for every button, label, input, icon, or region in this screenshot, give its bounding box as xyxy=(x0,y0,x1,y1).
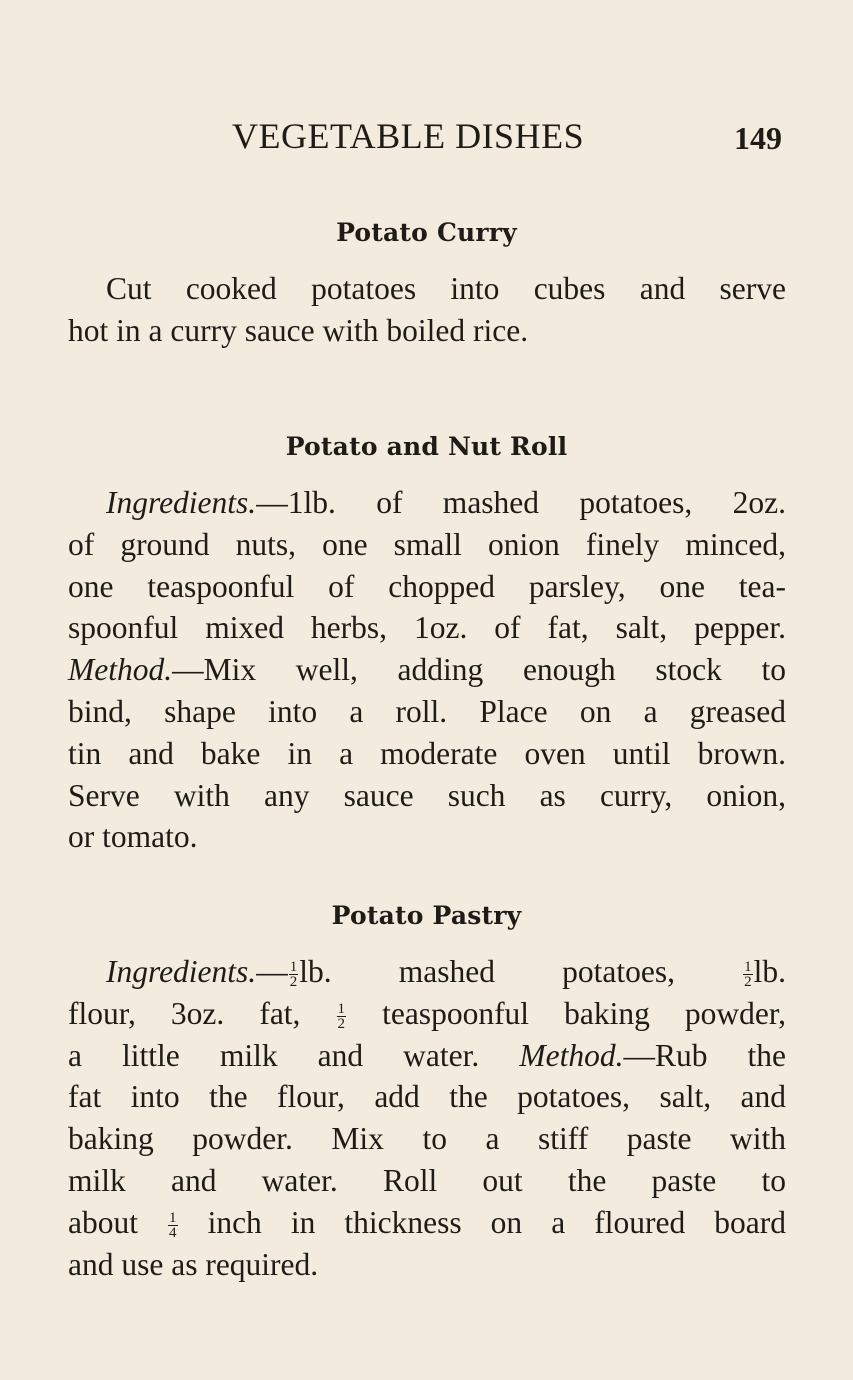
ingredients-label: Ingredients. xyxy=(106,954,257,989)
fraction-denominator: 2 xyxy=(289,974,298,991)
recipe-body-potato-pastry xyxy=(68,951,786,1285)
ingredients-label: Ingredients. xyxy=(106,485,257,520)
recipe-title-potato-and-nut-roll: Potato and Nut Roll xyxy=(285,432,568,461)
text-segment: flour, 3oz. fat, xyxy=(68,995,301,1031)
text-line xyxy=(68,649,786,691)
fraction-denominator: 2 xyxy=(337,1016,346,1033)
text-line: bind, shape into a roll. Place on a greased xyxy=(68,693,786,729)
text-line: or tomato. xyxy=(68,819,198,855)
text-segment: a little milk and water. xyxy=(68,1037,480,1073)
fraction-denominator: 4 xyxy=(169,1225,177,1242)
fraction-numerator: 1 xyxy=(169,1210,177,1227)
recipe-body-potato-curry xyxy=(68,268,786,352)
text-segment: inch in thickness on a floured board xyxy=(207,1204,786,1240)
text-line: tin and bake in a moderate oven until brown. xyxy=(68,735,786,771)
text-line: and use as required. xyxy=(68,1246,319,1282)
text-segment: lb. xyxy=(753,954,786,989)
text-line: Serve with any sauce such as curry, onion, xyxy=(68,777,786,813)
text-line: one teaspoonful of chopped parsley, one tea- xyxy=(68,568,786,604)
method-label: Method. xyxy=(519,1037,624,1073)
fraction-half xyxy=(289,960,299,989)
fraction-numerator: 1 xyxy=(337,1001,346,1018)
text-segment: teaspoonful baking powder, xyxy=(382,995,787,1031)
fraction-denominator: 2 xyxy=(744,974,752,991)
recipe-title-potato-pastry: Potato Pastry xyxy=(331,901,522,930)
recipe-title-potato-curry: Potato Curry xyxy=(336,218,517,247)
text-line xyxy=(68,482,786,524)
text-line: spoonful mixed herbs, 1oz. of fat, salt, pepper. xyxy=(68,610,786,646)
fraction-numerator: 1 xyxy=(744,959,752,976)
text-line: baking powder. Mix to a stiff paste with xyxy=(68,1121,786,1157)
text-line: Cut cooked potatoes into cubes and serve xyxy=(106,271,786,306)
text-line: hot in a curry sauce with boiled rice. xyxy=(68,312,529,348)
fraction-half xyxy=(337,1002,347,1031)
text-line xyxy=(68,951,786,993)
fraction-half xyxy=(743,960,753,989)
page-number: 149 xyxy=(734,120,782,156)
text-segment: — xyxy=(256,954,288,989)
text-line xyxy=(68,1202,786,1244)
fraction-quarter xyxy=(168,1211,178,1240)
text-segment: —Mix well, adding enough stock to xyxy=(172,652,786,688)
text-line: milk and water. Roll out the paste to xyxy=(68,1162,786,1198)
text-line: fat into the flour, add the potatoes, salt, and xyxy=(68,1079,786,1115)
text-segment: lb. mashed potatoes, xyxy=(299,954,675,989)
running-title: VEGETABLE DISHES xyxy=(232,116,585,156)
fraction-numerator: 1 xyxy=(289,959,298,976)
method-label: Method. xyxy=(68,652,173,688)
text-line xyxy=(68,993,786,1035)
text-segment: about xyxy=(68,1204,138,1240)
text-segment: —1lb. of mashed potatoes, 2oz. xyxy=(256,485,786,520)
recipe-body-potato-and-nut-roll xyxy=(68,482,786,858)
text-line xyxy=(68,1035,786,1077)
text-line: of ground nuts, one small onion finely minced, xyxy=(68,526,786,562)
text-segment: —Rub the xyxy=(623,1037,787,1073)
